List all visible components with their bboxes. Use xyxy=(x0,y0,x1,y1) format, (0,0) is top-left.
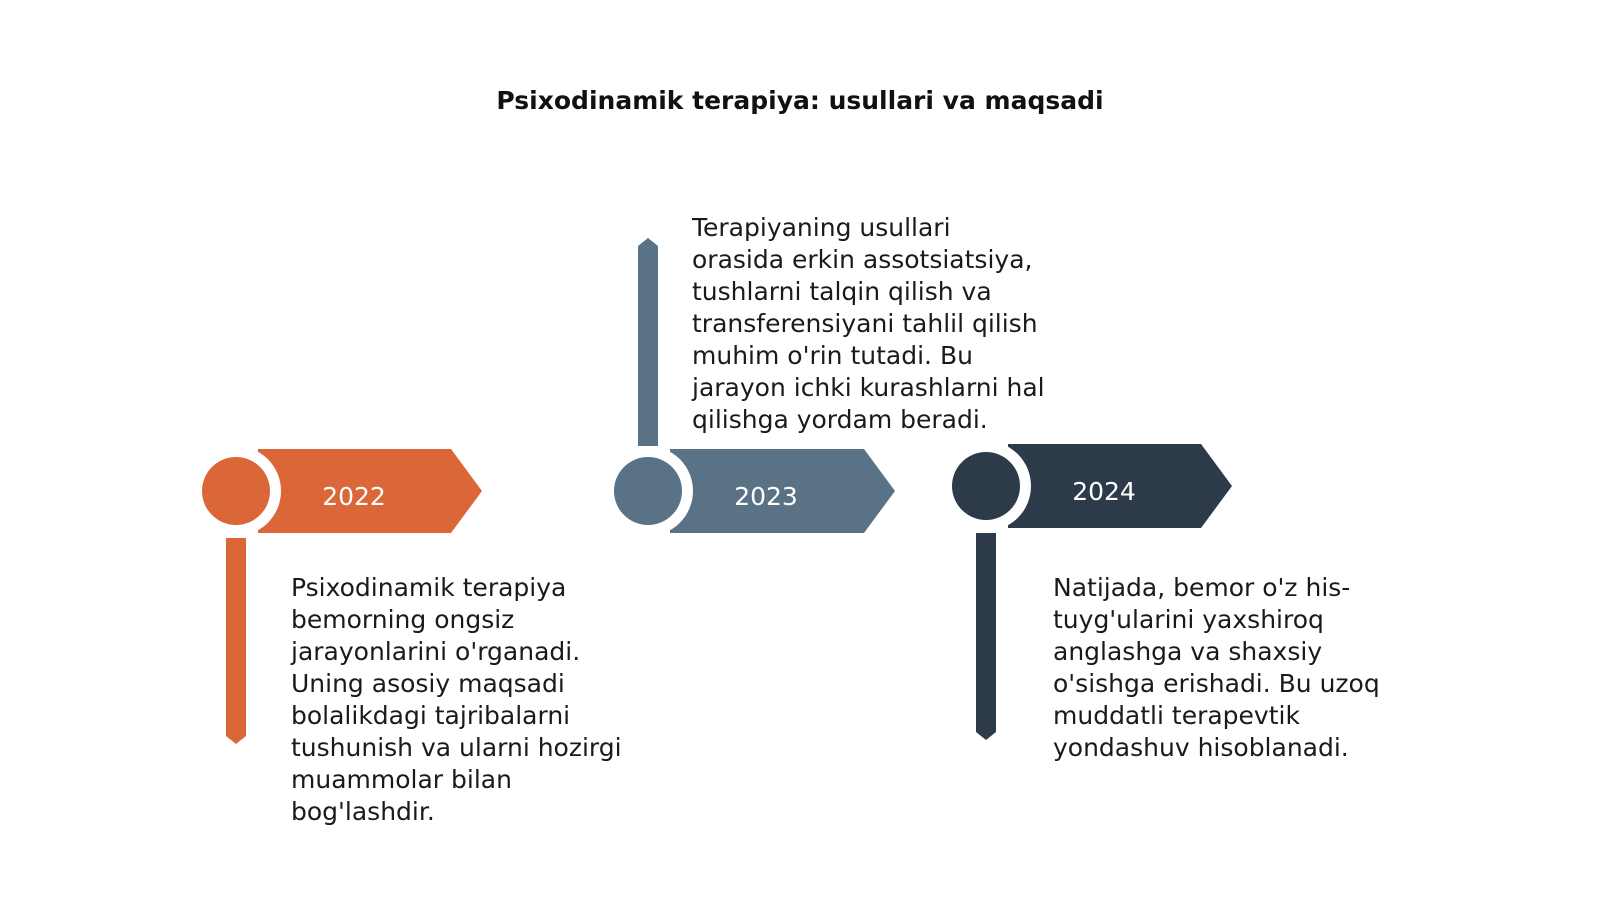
stage-connector-stem xyxy=(226,538,246,744)
stage-connector-stem xyxy=(976,533,996,740)
year-label: 2022 xyxy=(322,482,386,511)
stage-description-2023: Terapiyaning usullari orasida erkin assotsiatsiya, tushlarni talqin qilish va transferensiyani tahlil qilish muhim o'rin tutadi. Bu jarayon ichki kurashlarni hal qilishga yordam beradi. xyxy=(692,213,1045,434)
stage-circle xyxy=(202,457,270,525)
year-label: 2023 xyxy=(734,482,798,511)
stage-description-2022: Psixodinamik terapiya bemorning ongsiz jarayonlarini o'rganadi. Uning asosiy maqsadi bolalikdagi tajribalarni tushunish va ularni hozirgi muammolar bilan bog'lashdir. xyxy=(291,573,622,826)
stage-description-2024: Natijada, bemor o'z his- tuyg'ularini yaxshiroq anglashga va shaxsiy o'sishga erishadi. Bu uzoq muddatli terapevtik yondashuv hisoblanadi. xyxy=(1053,573,1380,762)
year-label: 2024 xyxy=(1072,477,1136,506)
page-title: Psixodinamik terapiya: usullari va maqsadi xyxy=(496,86,1104,115)
stage-connector-stem xyxy=(638,238,658,446)
stage-circle xyxy=(952,452,1020,520)
stage-circle xyxy=(614,457,682,525)
